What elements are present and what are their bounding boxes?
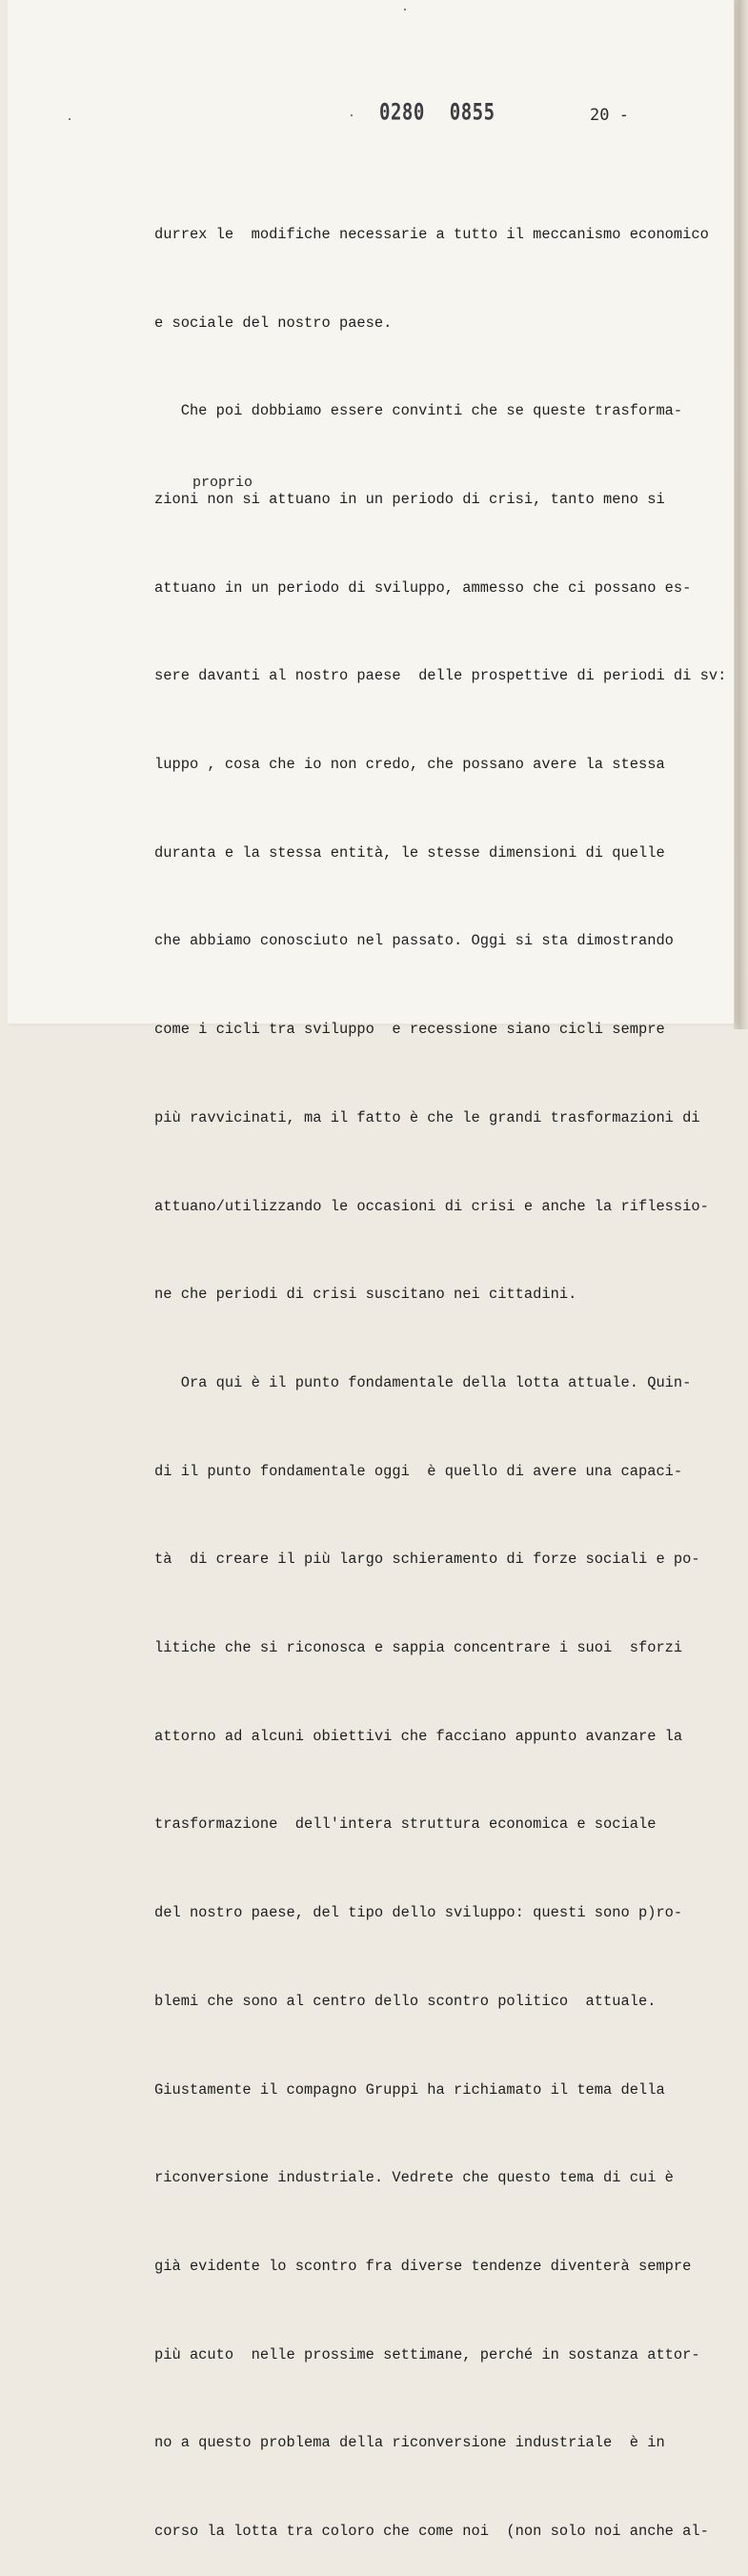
text-line: più acuto nelle prossime settimane, perché in sostanza attor- (154, 2345, 700, 2363)
text-line: Ora qui è il punto fondamentale della lotta attuale. Quin- (154, 1373, 692, 1391)
paper-speck (69, 118, 71, 120)
text-line: tà di creare il più largo schieramento di forze sociali e po- (154, 1551, 700, 1569)
text-line: riconversione industriale. Vedrete che questo tema di cui è (154, 2169, 674, 2187)
text-line: già evidente lo scontro fra diverse tendenze diventerà sempre (154, 2257, 692, 2275)
typed-text-body (154, 161, 726, 2576)
text-line: zioni non si attuano in un periodo di crisi, tanto meno si (154, 490, 665, 508)
text-line: ne che periodi di crisi suscitano nei cittadini. (154, 1286, 577, 1304)
text-line: litiche che si riconosca e sappia concentrare i suoi sforzi (154, 1639, 683, 1657)
text-line: del nostro paese, del tipo dello sviluppo: questi sono p)ro- (154, 1904, 683, 1922)
text-line: corso la lotta tra coloro che come noi (non solo noi anche al- (154, 2523, 709, 2541)
text-line: durreх le modifiche necessarie a tutto il meccanismo economico (154, 225, 709, 243)
text-line: di il punto fondamentale oggi è quello di avere una capaci- (154, 1462, 683, 1480)
archive-stamp-number (379, 99, 495, 126)
text-line: luppo , cosa che io non credo, che possano avere la stessa (154, 756, 665, 774)
text-line: trasformazione dell'intera struttura economica e sociale (154, 1815, 657, 1834)
text-line: Giustamente il compagno Gruppi ha richiamato il tema della (154, 2080, 665, 2099)
text-line: attuano in un periodo di sviluppo, ammesso che ci possano es- (154, 578, 692, 597)
text-line: Che poi dobbiamo essere convinti che se queste trasforma- (154, 402, 683, 420)
interlinear-insertion: proprio (192, 475, 253, 491)
text-line: blemi che sono al centro dello scontro politico attuale. (154, 1992, 657, 2010)
paper-speck (404, 9, 406, 10)
paper-speck (351, 114, 353, 116)
text-line: attuano/utilizzando le occasioni di crisi e anche la riflessio- (154, 1197, 709, 1215)
text-line: attorno ad alcuni obiettivi che facciano appunto avanzare la (154, 1727, 683, 1745)
text-line: no a questo problema della riconversione industriale è in (154, 2434, 665, 2452)
archive-stamp-part: 0855 (449, 99, 495, 126)
adjacent-page-edge (734, 0, 748, 1029)
text-line: e sociale del nostro paese. (154, 314, 393, 332)
page-number: 20 - (590, 106, 629, 125)
text-line: sere davanti al nostro paese delle prospettive di periodi di sv: (154, 667, 727, 685)
text-line: duranta e la stessa entità, le stesse dimensioni di quelle (154, 843, 665, 862)
text-line: più ravvicinati, ma il fatto è che le grandi trasformazioni di (154, 1108, 700, 1126)
text-line: come i cicli tra sviluppo e recessione siano cicli sempre (154, 1021, 665, 1039)
text-line: che abbiamo conosciuto nel passato. Oggi si sta dimostrando (154, 932, 674, 950)
archive-stamp-part: 0280 (379, 99, 425, 126)
